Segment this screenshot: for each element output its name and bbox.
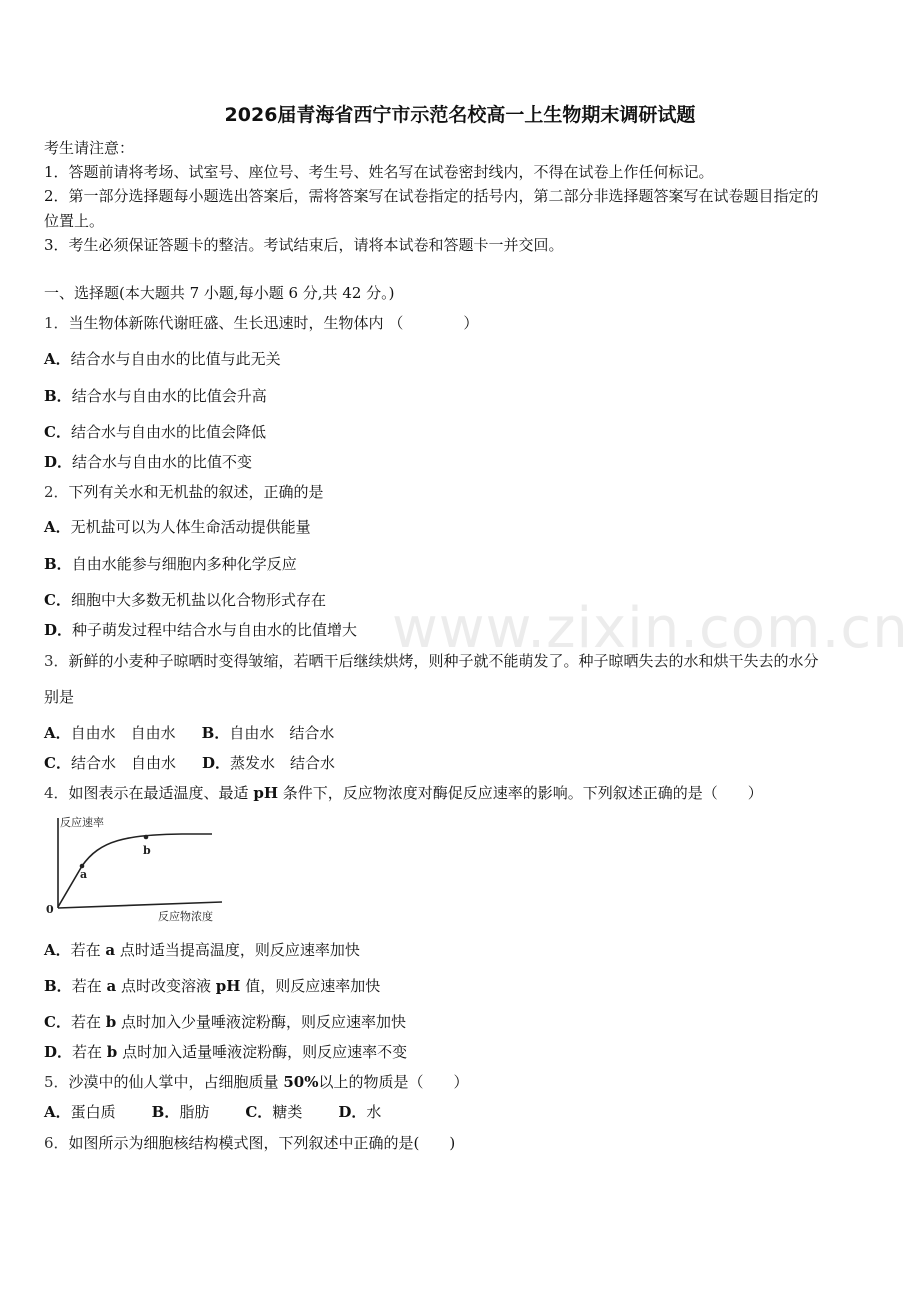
option-text: 点时加入适量唾液淀粉酶，则反应速率不变 [117,1043,408,1061]
option-label: A． [44,941,71,959]
option-text: 水 [366,1103,382,1121]
option-label: D． [44,1043,73,1061]
option-text: 蛋白质 [70,1103,116,1121]
option-label: C． [44,591,71,609]
notice-heading: 考生请注意： [44,139,135,157]
option-label: C． [245,1103,273,1121]
question-stem: 以上的物质是（ ） [318,1073,469,1091]
option-text: 糖类 [272,1103,303,1121]
option-text: 结合水与自由水的比值会升高 [71,387,267,405]
option-label: D． [44,453,73,471]
q3-options-row-1 [44,723,334,743]
option-text: 脂肪 [179,1103,210,1121]
question-number: 6． [44,1134,69,1152]
question-stem: 沙漠中的仙人掌中，占细胞质量 [68,1073,284,1091]
question-stem: 下列有关水和无机盐的叙述，正确的是 [68,483,324,501]
option-text: 结合水与自由水的比值会降低 [70,423,266,441]
reaction-rate-figure [40,810,240,928]
notice-item-3: 3．考生必须保证答题卡的整洁。考试结束后，请将本试卷和答题卡一并交回。 [44,236,564,254]
option-label: A． [44,350,71,368]
question-stem-bold: pH [253,784,278,802]
option-text: 细胞中大多数无机盐以化合物形式存在 [70,591,326,609]
option-label: C． [44,754,71,772]
q1-option-d [44,452,252,472]
option-label: D． [338,1103,367,1121]
x-axis [58,902,222,908]
q4-option-d [44,1042,407,1062]
point-b-marker [144,835,149,840]
notice-item-2: 2．第一部分选择题每小题选出答案后，需将答案写在试卷指定的括号内，第二部分非选择题答案写在试卷题目指定的 [44,187,819,205]
option-text: 点时改变溶液 [116,977,216,995]
question-6 [44,1133,455,1153]
question-stem: 当生物体新陈代谢旺盛、生长迅速时，生物体内 （ ） [68,314,479,332]
q2-option-c [44,590,326,610]
option-label: B． [44,387,72,405]
option-text-bold: b [106,1043,118,1061]
q2-option-d [44,620,357,640]
q1-option-a [44,349,281,369]
q2-option-b [44,554,297,574]
option-text-bold: pH [215,977,241,995]
point-a-label: a [80,868,88,881]
option-text: 无机盐可以为人体生命活动提供能量 [70,518,311,536]
option-label: B． [201,724,230,742]
option-text: 若在 [71,977,107,995]
option-text: 若在 [70,941,106,959]
notice-item-1: 1．答题前请将考场、试室号、座位号、考生号、姓名写在试卷密封线内，不得在试卷上作任何标记。 [44,163,714,181]
question-number: 2． [44,483,69,501]
option-text: 结合水与自由水的比值不变 [72,453,253,471]
option-label: A． [44,518,71,536]
q4-option-b [44,976,380,996]
option-text-bold: b [105,1013,117,1031]
question-2 [44,482,324,502]
option-text: 自由水 结合水 [229,724,335,742]
point-b-label: b [143,844,151,857]
option-text: 若在 [70,1013,106,1031]
option-label: B． [44,555,72,573]
option-text: 种子萌发过程中结合水与自由水的比值增大 [72,621,358,639]
question-4 [44,783,763,803]
q1-option-b [44,386,267,406]
question-3 [44,651,819,671]
option-text-bold: a [106,977,117,995]
option-label: D． [44,621,73,639]
option-label: C． [44,1013,71,1031]
option-text: 自由水 自由水 [70,724,176,742]
option-text: 结合水与自由水的比值与此无关 [70,350,281,368]
q2-option-a [44,517,311,537]
option-text: 结合水 自由水 [70,754,176,772]
question-stem-bold: 50% [283,1073,319,1091]
question-stem: 如图表示在最适温度、最适 [68,784,254,802]
option-text: 蒸发水 结合水 [229,754,335,772]
y-axis-label: 反应速率 [60,816,104,829]
option-text: 自由水能参与细胞内多种化学反应 [71,555,297,573]
page-title: 2026届青海省西宁市示范名校高一上生物期末调研试题 [224,104,696,126]
q3-options-row-2 [44,753,335,773]
q1-option-c [44,422,266,442]
question-number: 4． [44,784,69,802]
question-1 [44,313,478,333]
q4-option-c [44,1012,406,1032]
option-text-bold: a [105,941,116,959]
option-label: B． [44,977,72,995]
section-heading: 一、选择题(本大题共 7 小题,每小题 6 分,共 42 分。) [44,284,395,302]
option-label: B． [151,1103,180,1121]
question-5 [44,1072,468,1092]
question-stem: 条件下，反应物浓度对酶促反应速率的影响。下列叙述正确的是（ ） [278,784,763,802]
q4-option-a [44,940,360,960]
option-label: A． [44,724,71,742]
question-3-cont: 别是 [44,688,75,706]
option-text: 点时加入少量唾液淀粉酶，则反应速率加快 [116,1013,407,1031]
option-label: A． [44,1103,71,1121]
question-number: 3． [44,652,69,670]
q5-options-row [44,1102,381,1122]
watermark: www.zixin.com.cn [392,596,909,661]
option-text: 值，则反应速率加快 [240,977,381,995]
question-stem: 新鲜的小麦种子晾晒时变得皱缩，若晒干后继续烘烤，则种子就不能萌发了。种子晾晒失去的水和烘干失去的水分 [68,652,819,670]
x-axis-label: 反应物浓度 [158,910,213,923]
option-label: C． [44,423,71,441]
notice-item-2-cont: 位置上。 [44,212,105,230]
question-number: 1． [44,314,69,332]
origin-label: 0 [46,903,54,916]
option-text: 若在 [72,1043,107,1061]
option-text: 点时适当提高温度，则反应速率加快 [115,941,360,959]
question-stem: 如图所示为细胞核结构模式图，下列叙述中正确的是( ) [68,1134,456,1152]
question-number: 5． [44,1073,69,1091]
option-label: D． [201,754,230,772]
